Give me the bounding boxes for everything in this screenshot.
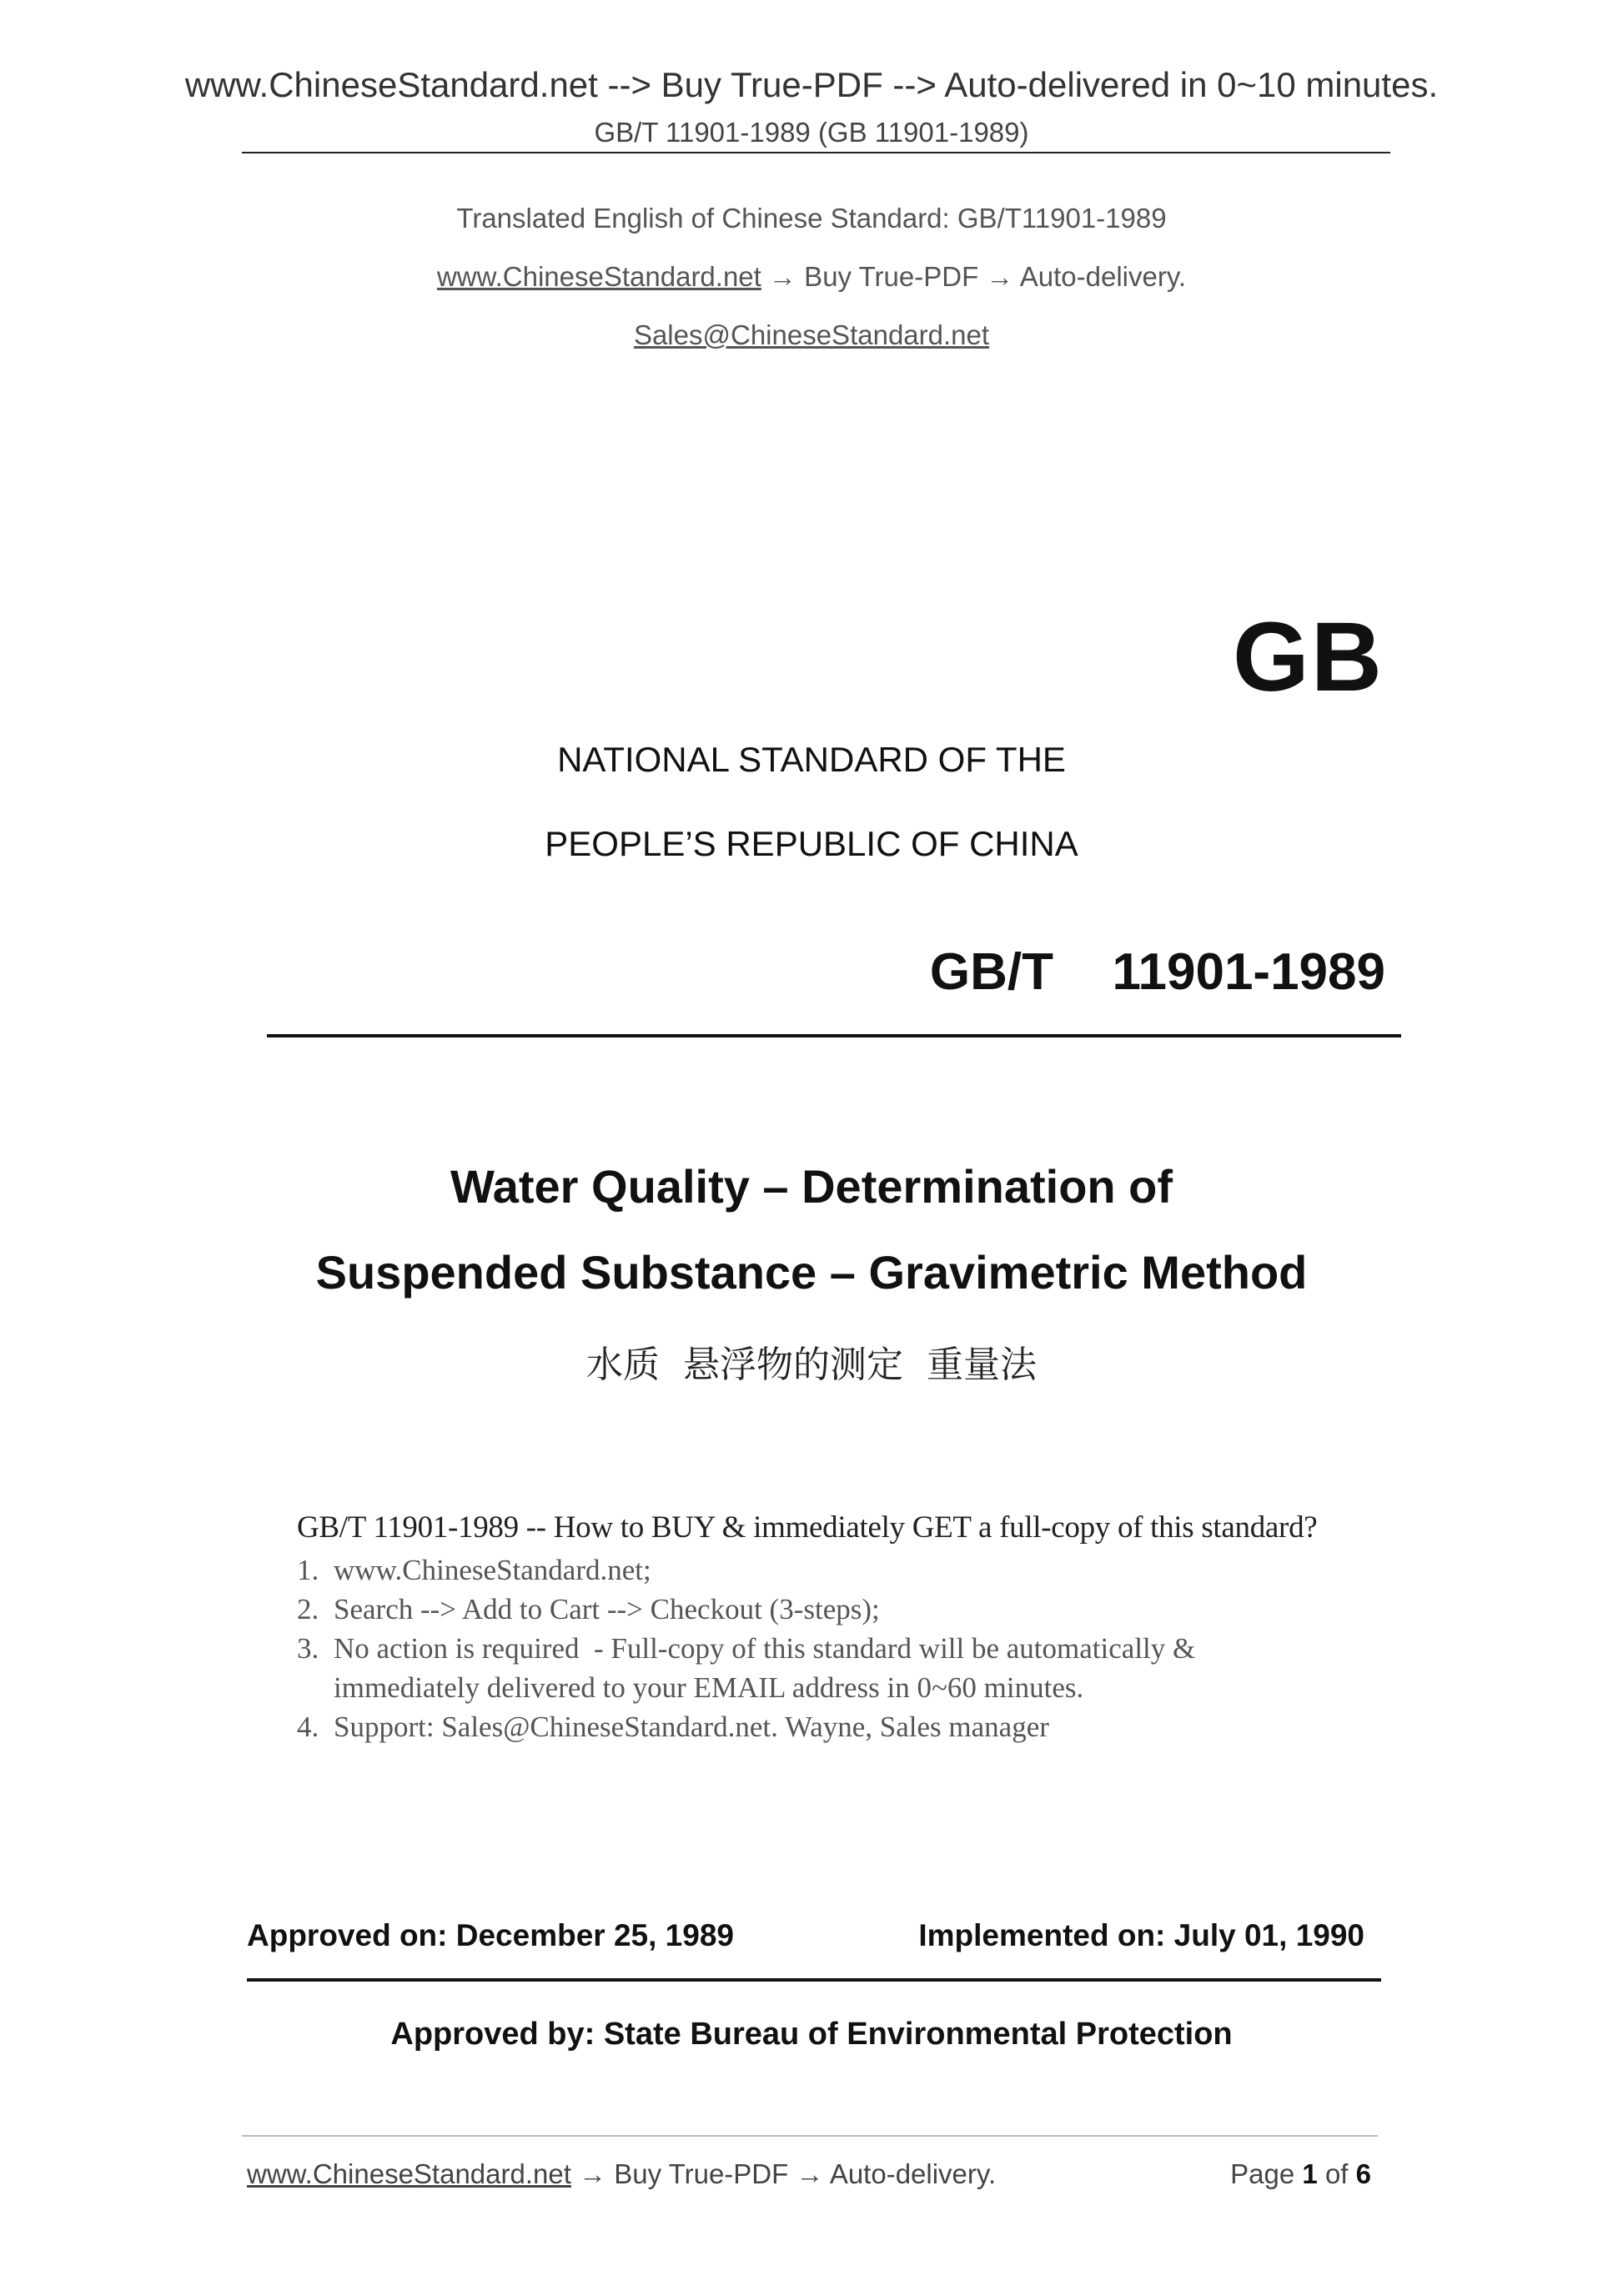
translated-line: Translated English of Chinese Standard: GB/T11901-1989 [456,203,1167,234]
sales-line [0,319,1623,351]
approved-by: Approved by: State Bureau of Environmental Protection [390,2017,1233,2052]
page-middle: of [1317,2158,1356,2189]
buy-step-text[interactable]: www.ChineseStandard.net; [334,1554,651,1586]
title-chinese: 水质 悬浮物的测定 重量法 [586,1344,1037,1386]
buy-step [297,1550,1381,1590]
title-english-line1: Water Quality – Determination of [450,1160,1173,1213]
national-standard-line2: PEOPLE’S REPUBLIC OF CHINA [545,824,1078,863]
page-total: 6 [1355,2158,1371,2189]
buy-step-number: 4. [297,1711,319,1743]
buy-step-text: Support: Sales@ChineseStandard.net. Wayne, Sales manager [334,1711,1049,1743]
intro-link-suffix: → Buy True-PDF → Auto-delivery. [761,261,1187,292]
buy-step-number: 2. [297,1593,319,1625]
page-indicator [1230,2158,1371,2190]
header-standard-id: GB/T 11901-1989 (GB 11901-1989) [594,117,1029,148]
buy-step [297,1590,1381,1629]
buy-step-number: 3. [297,1632,319,1665]
top-banner: www.ChineseStandard.net --> Buy True-PDF --> Auto-delivered in 0~10 minutes. [184,65,1439,104]
buy-instructions [297,1510,1381,1746]
footer-link-suffix: → Buy True-PDF → Auto-delivery. [570,2158,997,2189]
intro-link-line [0,261,1623,293]
approval-divider [247,1978,1381,1982]
footer-divider [242,2135,1378,2137]
sales-email-link[interactable]: Sales@ChineseStandard.net [633,319,990,350]
standard-number-divider [267,1034,1401,1037]
footer-link-line [247,2158,996,2190]
implemented-on-date: Implemented on: July 01, 1990 [918,1918,1364,1952]
footer-site-link[interactable]: www.ChineseStandard.net [247,2158,571,2189]
page-current: 1 [1302,2158,1318,2189]
buy-step [297,1629,1381,1707]
gb-mark: GB [1233,602,1384,712]
approved-on-date: Approved on: December 25, 1989 [247,1918,734,1952]
buy-step-text: No action is required - Full-copy of this standard will be automatically & immediately delivered to your EMAIL address in 0~60 minutes. [334,1632,1196,1704]
buy-heading: GB/T 11901-1989 -- How to BUY & immediately GET a full-copy of this standard? [297,1510,1318,1545]
standard-number: GB/T 11901-1989 [929,943,1385,1001]
title-english-line2: Suspended Substance – Gravimetric Method [315,1246,1308,1299]
national-standard-line1: NATIONAL STANDARD OF THE [557,740,1066,779]
header-divider [242,152,1390,153]
page-prefix: Page [1230,2158,1303,2189]
intro-site-link[interactable]: www.ChineseStandard.net [436,261,761,292]
buy-step-number: 1. [297,1554,319,1586]
buy-step-text: Search --> Add to Cart --> Checkout (3-steps); [334,1593,880,1625]
buy-step [297,1707,1381,1746]
